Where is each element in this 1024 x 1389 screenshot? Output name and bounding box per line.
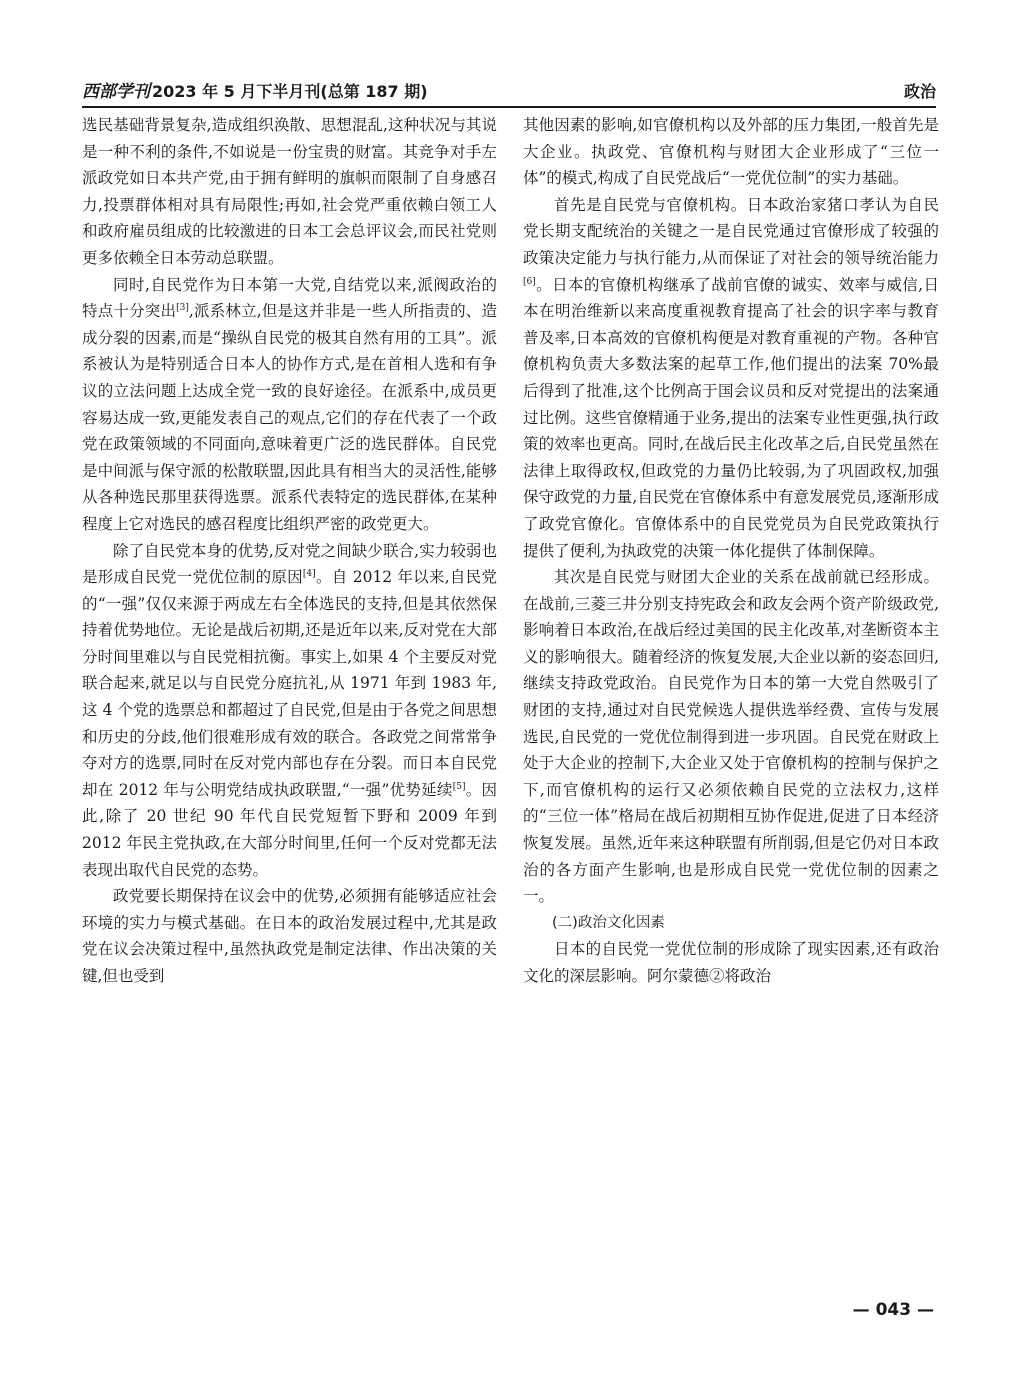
section-name: 政治 (903, 82, 936, 101)
journal-name: 西部学刊 (82, 82, 150, 102)
citation-ref: [6] (523, 276, 536, 287)
citation-ref: [4] (302, 568, 316, 579)
page-number: — 043 — (852, 1300, 934, 1320)
paragraph: 同时,自民党作为日本第一大党,自结党以来,派阀政治的特点十分突出[3],派系林立,但是这并非是一些人所指责的、造成分裂的因素,而是“操纵自民党的极其自然有用的工具”。派系被认为是特别适合日本人的协作方式,是在首相人选和有争议的立法问题上达成全党一致的良好途径。在派系中,成员更容易达成一致,更能发表自己的观点,它们的存在代表了一个政党在政策领域的不同面向,意味着更广泛的选民群体。自民党是中间派与保守派的松散联盟,因此具有相当大的灵活性,能够从各种选民那里获得选票。派系代表特定的选民群体,在某种程度上它对选民的感召程度比组织严密的政党更大。 (82, 275, 497, 533)
paragraph: 选民基础背景复杂,造成组织涣散、思想混乱,这种状况与其说是一种不利的条件,不如说是一份宝贵的财富。其竞争对手左派政党如日本共产党,由于拥有鲜明的旗帜而限制了自身感召力,投票群体相对具有局限性;再如,社会党严重依赖白领工人和政府雇员组成的比较激进的日本工会总评议会,而民社党则更多依赖全日本劳动总联盟。 (82, 116, 497, 267)
paragraph: 除了自民党本身的优势,反对党之间缺少联合,实力较弱也是形成自民党一党优位制的原因[4]。自 2012 年以来,自民党的“一强”仅仅来源于两成左右全体选民的支持,但是其依然保持着优势地位。无论是战后初期,还是近年以来,反对党在大部分时间里难以与自民党相抗衡。事实上,如果 4 个主要反对党联合起来,就足以与自民党分庭抗礼,从 1971 年到 1983 年,这 4 个党的选票总和都超过了自民党,但是由于各党之间思想和历史的分歧,他们很难形成有效的联合。各政党之间常常争夺对方的选票,同时在反对党内部也存在分裂。而日本自民党却在 2012 年与公明党结成执政联盟,“一强”优势延续[5]。因此,除了 20 世纪 90 年代自民党短暂下野和 2009 年到 2012 年民主党执政,在大部分时间里,任何一个反对党都无法表现出取代自民党的态势。 (82, 541, 497, 879)
header-journal-issue (82, 77, 428, 102)
paragraph: 首先是自民党与官僚机构。日本政治家猪口孝认为自民党长期支配统治的关键之一是自民党通过官僚形成了较强的政策决定能力与执行能力,从而保证了对社会的领导统治能力[6]。日本的官僚机构继承了战前官僚的诚实、效率与威信,日本在明治维新以来高度重视教育提高了社会的识字率与教育普及率,日本高效的官僚机构便是对教育重视的产物。各种官僚机构负责大多数法案的起草工作,他们提出的法案 70%最后得到了批准,这个比例高于国会议员和反对党提出的法案通过比例。这些官僚精通于业务,提出的法案专业性更强,执行政策的效率也更高。同时,在战后民主化改革之后,自民党虽然在法律上取得政权,但政党的力量仍比较弱,为了巩固政权,加强保守政党的力量,自民党在官僚体系中有意发展党员,逐渐形成了政党官僚化。官僚体系中的自民党党员为自民党政策执行提供了便利,为执政党的决策一体化提供了体制保障。 (523, 195, 939, 560)
paragraph: 其他因素的影响,如官僚机构以及外部的压力集团,一般首先是大企业。执政党、官僚机构与财团大企业形成了“三位一体”的模式,构成了自民党战后“一党优位制”的实力基础。 (523, 116, 939, 188)
citation-ref: [5] (452, 781, 466, 792)
footnote-marker: ② (709, 967, 725, 985)
citation-ref: [3] (176, 303, 189, 313)
issue-info: 2023 年 5 月下半月刊(总第 187 期) (152, 82, 428, 101)
section-subheading: (二)政治文化因素 (552, 914, 665, 931)
running-header (82, 74, 936, 108)
right-column (523, 112, 939, 990)
paragraph: 其次是自民党与财团大企业的关系在战前就已经形成。在战前,三菱三井分别支持宪政会和政友会两个资产阶级政党,影响着日本政治,在战后经过美国的民主化改革,对垄断资本主义的影响很大。随着经济的恢复发展,大企业以新的姿态回归,继续支持政党政治。自民党作为日本的第一大党自然吸引了财团的支持,通过对自民党候选人提供选举经费、宣传与发展选民,自民党的一党优位制得到进一步巩固。自民党在财政上处于大企业的控制下,大企业又处于官僚机构的控制与保护之下,而官僚机构的运行又必须依赖自民党的立法权力,这样的“三位一体”格局在战后初期相互协作促进,促进了日本经济恢复发展。虽然,近年来这种联盟有所削弱,但是它仍对日本政治的各方面产生影响,也是形成自民党一党优位制的因素之一。 (523, 568, 939, 906)
paragraph: 日本的自民党一党优位制的形成除了现实因素,还有政治文化的深层影响。阿尔蒙德②将政治 (523, 940, 939, 985)
left-column (82, 112, 497, 990)
paragraph: 政党要长期保持在议会中的优势,必须拥有能够适应社会环境的实力与模式基础。在日本的政治发展过程中,尤其是政党在议会决策过程中,虽然执政党是制定法律、作出决策的关键,但也受到 (82, 887, 497, 985)
